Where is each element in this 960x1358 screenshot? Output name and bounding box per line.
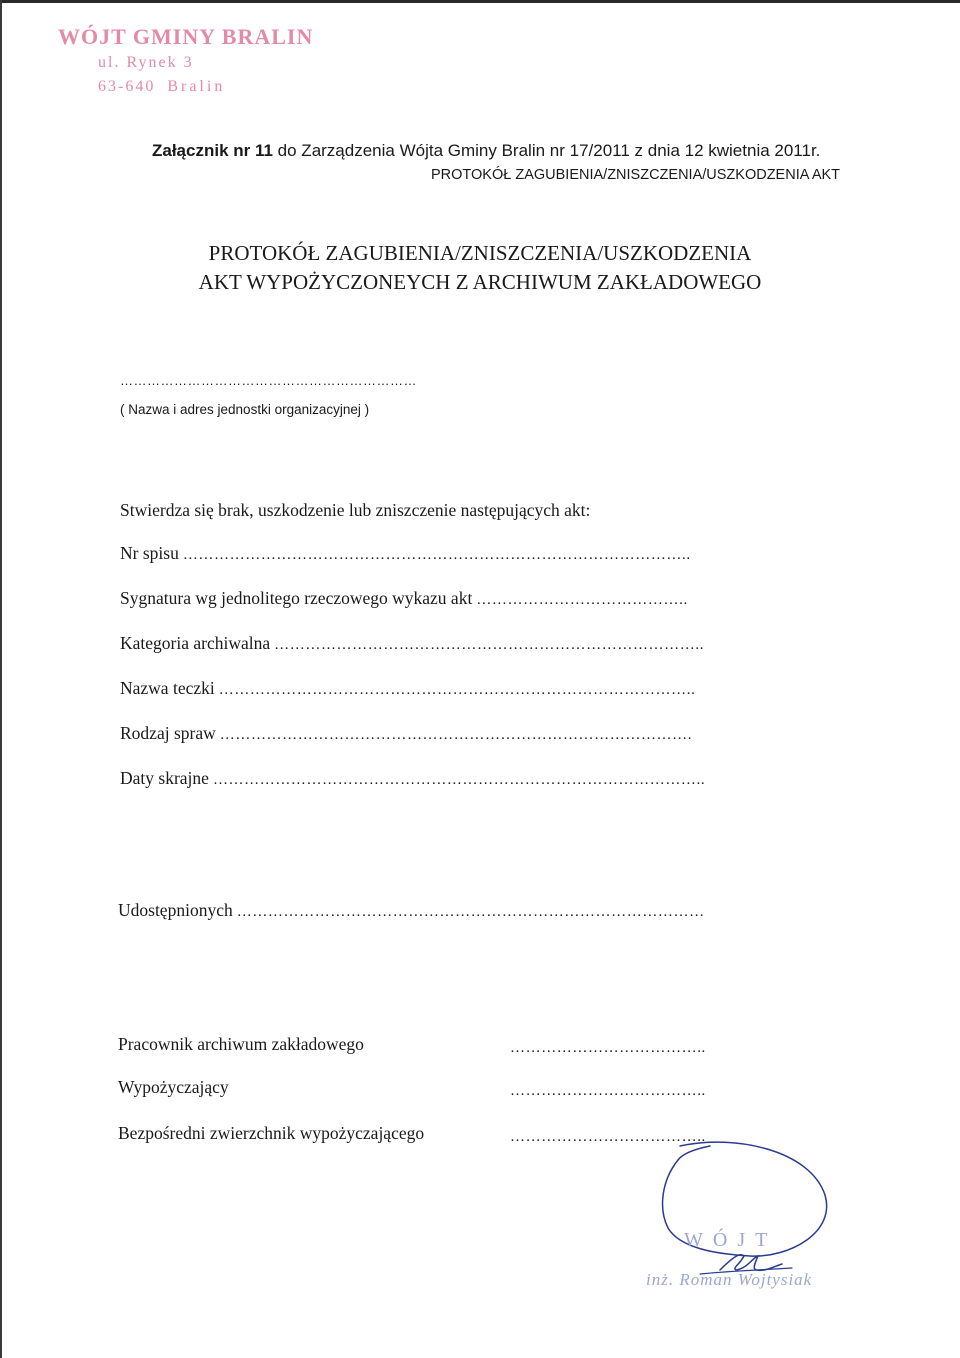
- field-label: Sygnatura wg jednolitego rzeczowego wykazu akt: [120, 588, 473, 608]
- stamp-line-office: WÓJT GMINY BRALIN: [58, 24, 314, 49]
- stamp-postal-code: 63-640: [98, 78, 156, 95]
- field-date-range: [120, 768, 705, 789]
- field-label: Udostępnionych: [118, 900, 233, 920]
- header-subtitle: PROTOKÓŁ ZAGUBIENIA/ZNISZCZENIA/USZKODZENIA AKT: [431, 167, 841, 183]
- field-fill-line: …………………………………………………………………………………..: [212, 772, 706, 788]
- attachment-number: Załącznik nr 11: [152, 141, 273, 160]
- signature-line-supervisor: ………………………………..: [510, 1129, 706, 1145]
- wojt-stamp-title: WÓJT: [684, 1229, 778, 1251]
- signature-line-archive-worker: ………………………………..: [510, 1040, 706, 1056]
- signature-line-borrower: ………………………………..: [510, 1083, 706, 1099]
- field-case-type: [120, 723, 692, 744]
- stamp-line-street: ul. Rynek 3: [98, 54, 194, 71]
- field-folder-name: [120, 678, 695, 699]
- field-fill-line: …………………………………..: [476, 592, 688, 608]
- signature-label-supervisor: Bezpośredni zwierzchnik wypożyczającego: [118, 1123, 425, 1143]
- stamp-city: Bralin: [167, 78, 226, 95]
- document-title-line-1: PROTOKÓŁ ZAGUBIENIA/ZNISZCZENIA/USZKODZENIA: [208, 241, 752, 265]
- wojt-stamp-name: inż. Roman Wojtysiak: [646, 1270, 813, 1289]
- statement: Stwierdza się brak, uszkodzenie lub zniszczenie następujących akt:: [120, 500, 591, 520]
- signature-label-borrower: Wypożyczający: [118, 1077, 229, 1097]
- field-archival-category: [120, 633, 704, 654]
- field-fill-line: ………………………………………………………………………………: [236, 904, 705, 920]
- field-shared: [118, 900, 705, 921]
- signature-label-archive-worker: Pracownik archiwum zakładowego: [118, 1034, 364, 1054]
- field-fill-line: ……………………………………………………………………………….: [219, 727, 693, 743]
- field-fill-line: ……………………………………………………………………………………..: [182, 547, 691, 563]
- field-label: Nr spisu: [120, 543, 179, 563]
- attachment-rest: do Zarządzenia Wójta Gminy Bralin nr 17/2011 z dnia 12 kwietnia 2011r.: [272, 141, 821, 160]
- field-label: Kategoria archiwalna: [120, 633, 271, 653]
- field-inventory-number: [120, 543, 691, 564]
- page-top-border: [0, 0, 960, 3]
- document-title-line-2: AKT WYPOŻYCZONEYCH Z ARCHIWUM ZAKŁADOWEGO: [198, 270, 762, 294]
- field-signature-number: [120, 588, 688, 609]
- organization-fill-line: …………………………………………………………: [120, 373, 417, 388]
- field-label: Rodzaj spraw: [120, 723, 216, 743]
- organization-caption: ( Nazwa i adres jednostki organizacyjnej ): [120, 402, 370, 417]
- field-fill-line: ………………………………………………………………………..: [274, 637, 705, 653]
- stamp-line-city: [98, 78, 225, 96]
- field-fill-line: ………………………………………………………………………………..: [218, 682, 696, 698]
- attachment-reference: [152, 141, 820, 161]
- page-left-border: [0, 0, 2, 1358]
- field-label: Nazwa teczki: [120, 678, 215, 698]
- field-label: Daty skrajne: [120, 768, 209, 788]
